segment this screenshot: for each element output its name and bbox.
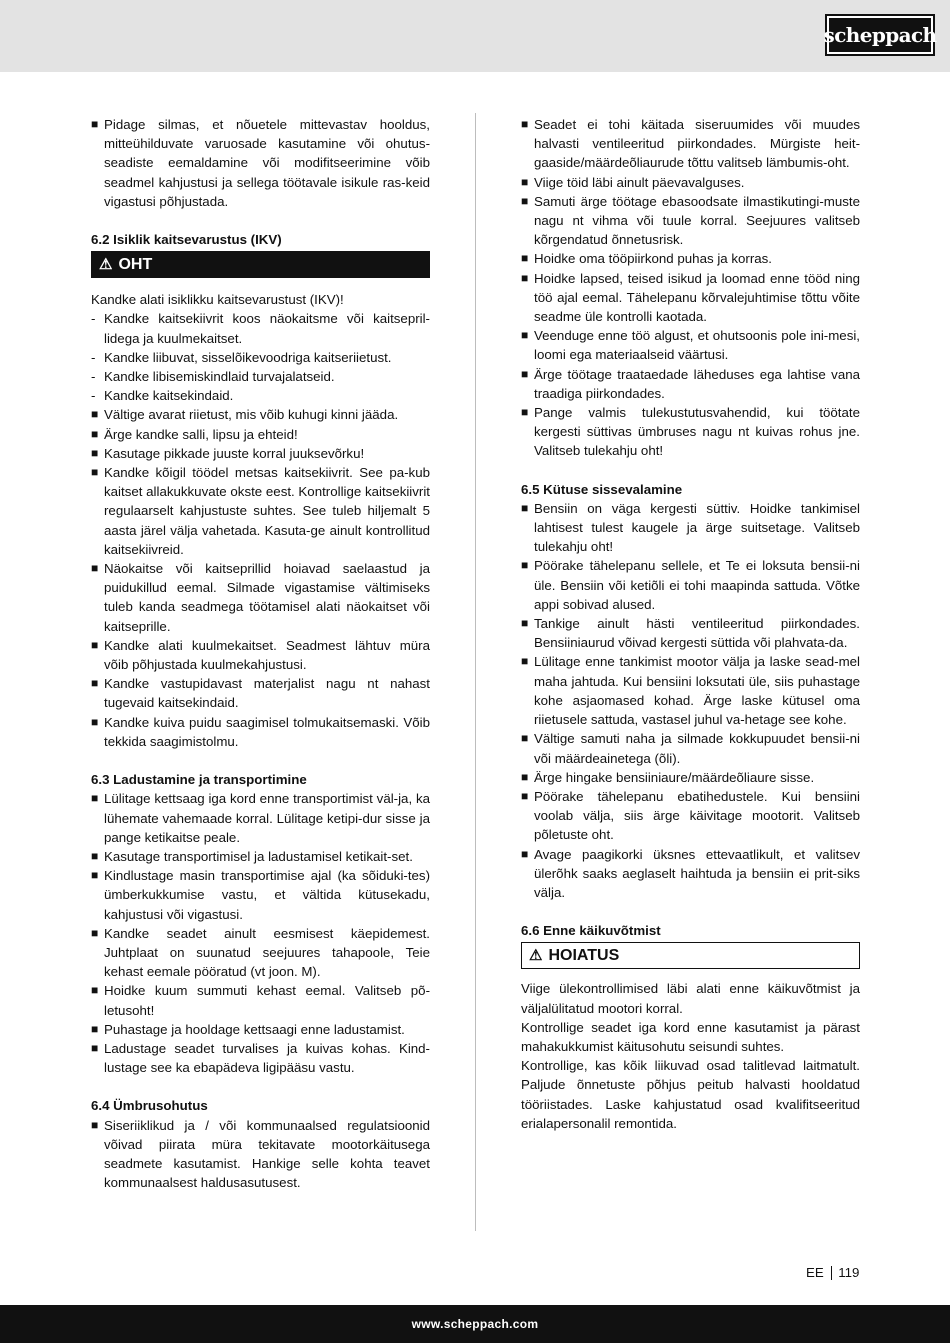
list-item: ■ Puhastage ja hooldage kettsaagi enne ladustamist. (91, 1020, 430, 1039)
list-item: ■ Kandke kuiva puidu saagimisel tolmukaitsemaski. Võib tekkida saagimistolmu. (91, 713, 430, 751)
list-item: ■ Ärge kandke salli, lipsu ja ehteid! (91, 425, 430, 444)
list-item: ■ Hoidke oma tööpiirkond puhas ja korras. (521, 249, 860, 268)
left-column (91, 115, 430, 1192)
column-divider (475, 113, 476, 1231)
paragraph: Kontrollige, kas kõik liikuvad osad talitlevad laitmatult. Paljude õnnetuste põhjus peitub halvasti hooldatud tööriistades. Laske kahjustatud osad kvalifitseeritud erialapersonalil remontida. (521, 1058, 860, 1131)
warning-banner (521, 942, 860, 969)
list-item: ■ Lülitage enne tankimist mootor välja ja laske sead-mel maha jahtuda. Kui bensiini loksutati üle, siis puhastage kohe asjaomased kohad. Ärge laske kütusel oma riietusele sattuda, vastasel juhul va-hetage see kohe. (521, 652, 860, 729)
list-item: ■ Hoidke kuum summuti kehast eemal. Valitseb põ-letusoht! (91, 981, 430, 1019)
list-item: ■ Kandke seadet ainult eesmisest käepidemest. Juhtplaat on suunatud seejuures tahapoole, Teie kehast eemale pööratud (vt joon. M). (91, 924, 430, 982)
list-item: ■ Ärge töötage traataedade läheduses ega lahtise vana traadiga piirkondades. (521, 365, 860, 403)
warning-triangle-icon: ⚠ (529, 947, 543, 965)
page-number-value: 119 (838, 1265, 860, 1280)
list-item: ■ Samuti ärge töötage ebasoodsate ilmastikutingi-muste nagu nt vihma või tuule korral. Seejuures valitseb kõrgendatud õnnetusrisk. (521, 192, 860, 250)
list-item: ■ Kasutage pikkade juuste korral juuksevõrku! (91, 444, 430, 463)
list-item: ■ Kandke vastupidavast materjalist nagu nt nahast tugevaid kaitsekindaid. (91, 674, 430, 712)
right-column (521, 115, 860, 1133)
list-item: ■ Tankige ainult hästi ventileeritud piirkondades. Bensiiniaurud võivad kergesti süttida või plahvata-da. (521, 614, 860, 652)
list-item: ■ Pöörake tähelepanu ebatihedustele. Kui bensiini voolab välja, siis ärge käivitage mootorit. Valitseb põletuste oht. (521, 787, 860, 845)
list-item: ■ Avage paagikorki üksnes ettevaatlikult, et valitsev ülerõhk saaks aeglaselt haihtuda ja bensiin ei prit-siks välja. (521, 845, 860, 903)
scheppach-logo (825, 14, 935, 56)
list-item: ■ Bensiin on väga kergesti süttiv. Hoidke tankimisel lahtisest tulest kaugele ja ärge suitsetage. Valitseb tulekahju oht! (521, 499, 860, 557)
dash-item: - Kandke liibuvat, sisselõikevoodriga kaitseriietust. (91, 348, 430, 367)
header-bar (0, 0, 950, 72)
warning-label: HOIATUS (548, 947, 620, 965)
section-title-6-5: 6.5 Kütuse sissevalamine (521, 481, 683, 497)
list-item: ■ Näokaitse või kaitseprillid hoiavad saelaastud ja puidukillud eemal. Silmade vigastamise vältimiseks tuleb kanda seadmega töötamisel alati näokaitset või kaitseprille. (91, 559, 430, 636)
list-item: ■ Siseriiklikud ja / või kommunaalsed regulatsioonid võivad piirata müra tekitavate mootorkäitusega seadmete kasutamist. Hankige selle kohta teavet kommunaalsest haldusasutusest. (91, 1116, 430, 1193)
footer-url[interactable]: www.scheppach.com (411, 1317, 539, 1331)
section-title-6-2: 6.2 Isiklik kaitsevarustus (IKV) (91, 232, 282, 248)
intro-text: Kandke alati isiklikku kaitsevarustust (IKV)! (91, 292, 344, 308)
warning-triangle-icon: ⚠ (99, 256, 113, 274)
section-title-6-4: 6.4 Ümbrusohutus (91, 1098, 208, 1114)
list-item: ■ Hoidke lapsed, teised isikud ja loomad enne tööd ning töö ajal eemal. Tähelepanu kõrvalejuhtimise tõttu võite seadme üle kontrolli kaotada. (521, 269, 860, 327)
danger-banner (91, 251, 430, 278)
page-number (806, 1265, 859, 1280)
danger-label: OHT (118, 256, 153, 274)
list-item: ■ Pöörake tähelepanu sellele, et Te ei loksuta bensii-ni üle. Bensiin või ketiõli ei tohi maapinda sattuda. Võtke appi sobivad alused. (521, 556, 860, 614)
dash-item: - Kandke libisemiskindlaid turvajalatseid. (91, 367, 430, 386)
list-item: ■ Ärge hingake bensiiniaure/määrdeõliaure sisse. (521, 768, 860, 787)
dash-item: - Kandke kaitsekiivrit koos näokaitsme või kaitsepril-lidega ja kuulmekaitset. (91, 309, 430, 347)
dash-item: - Kandke kaitsekindaid. (91, 386, 430, 405)
list-item: ■ Pidage silmas, et nõuetele mittevastav hooldus, mitteühilduvate varuosade kasutamine või ohutus-seadiste eemaldamine või modifitseerimine võib seadmel kahjustusi ja sellega töötavale isikule ras-keid vigastusi põhjustada. (91, 115, 430, 211)
list-item: ■ Vältige avarat riietust, mis võib kuhugi kinni jääda. (91, 405, 430, 424)
footer-bar (0, 1305, 950, 1343)
logo-text: scheppach (823, 23, 937, 47)
paragraph: Kontrollige seadet iga kord enne kasutamist ja pärast mahakukkumist käitusohutu seisundi suhtes. (521, 1019, 860, 1054)
list-item: ■ Kandke alati kuulmekaitset. Seadmest lähtuv müra võib põhjustada kuulmekahjustusi. (91, 636, 430, 674)
list-item: ■ Lülitage kettsaag iga kord enne transportimist väl-ja, ka lühemate vahemaade korral. Lülitage ketipi-dur sisse ja pange ketikaitse peale. (91, 789, 430, 847)
paragraph: Viige ülekontrollimised läbi alati enne käikuvõtmist ja väljalülitatud mootori korral. (521, 981, 860, 1016)
language-code: EE (806, 1265, 824, 1280)
list-item: ■ Kandke kõigil töödel metsas kaitsekiivrit. See pa-kub kaitset allakukkuvate okste eest. Kontrollige kaitsekiivrit regulaarselt kahjustuste suhtes. See tuleb hiljemalt 5 aasta järel välja vahetada. Kasuta-ge ainult kontrollitud kaitsekiivreid. (91, 463, 430, 559)
list-item: ■ Kindlustage masin transportimise ajal (ka sõiduki-tes) ümberkukkumise vastu, et vältida kütusekadu, kahjustusi või vigastusi. (91, 866, 430, 924)
section-title-6-6: 6.6 Enne käikuvõtmist (521, 923, 661, 939)
list-item: ■ Seadet ei tohi käitada siseruumides või muudes halvasti ventileeritud piirkondades. Mürgiste heit-gaaside/määrdeõliaurude tõttu valitseb lämbumis-oht. (521, 115, 860, 173)
section-title-6-3: 6.3 Ladustamine ja transportimine (91, 772, 307, 788)
list-item: ■ Ladustage seadet turvalises ja kuivas kohas. Kind-lustage see ka ebapädeva ligipääsu vastu. (91, 1039, 430, 1077)
list-item: ■ Viige töid läbi ainult päevavalguses. (521, 173, 860, 192)
list-item: ■ Pange valmis tulekustutusvahendid, kui töötate kergesti süttivas ümbruses nagu nt kuivas rohus jne. Valitseb tulekahju oht! (521, 403, 860, 461)
list-item: ■ Veenduge enne töö algust, et ohutsoonis pole ini-mesi, loomi ega materiaalseid väärtusi. (521, 326, 860, 364)
page-number-separator (831, 1266, 833, 1280)
list-item: ■ Vältige samuti naha ja silmade kokkupuudet bensii-ni või määrdeainetega (õli). (521, 729, 860, 767)
list-item: ■ Kasutage transportimisel ja ladustamisel ketikait-set. (91, 847, 430, 866)
